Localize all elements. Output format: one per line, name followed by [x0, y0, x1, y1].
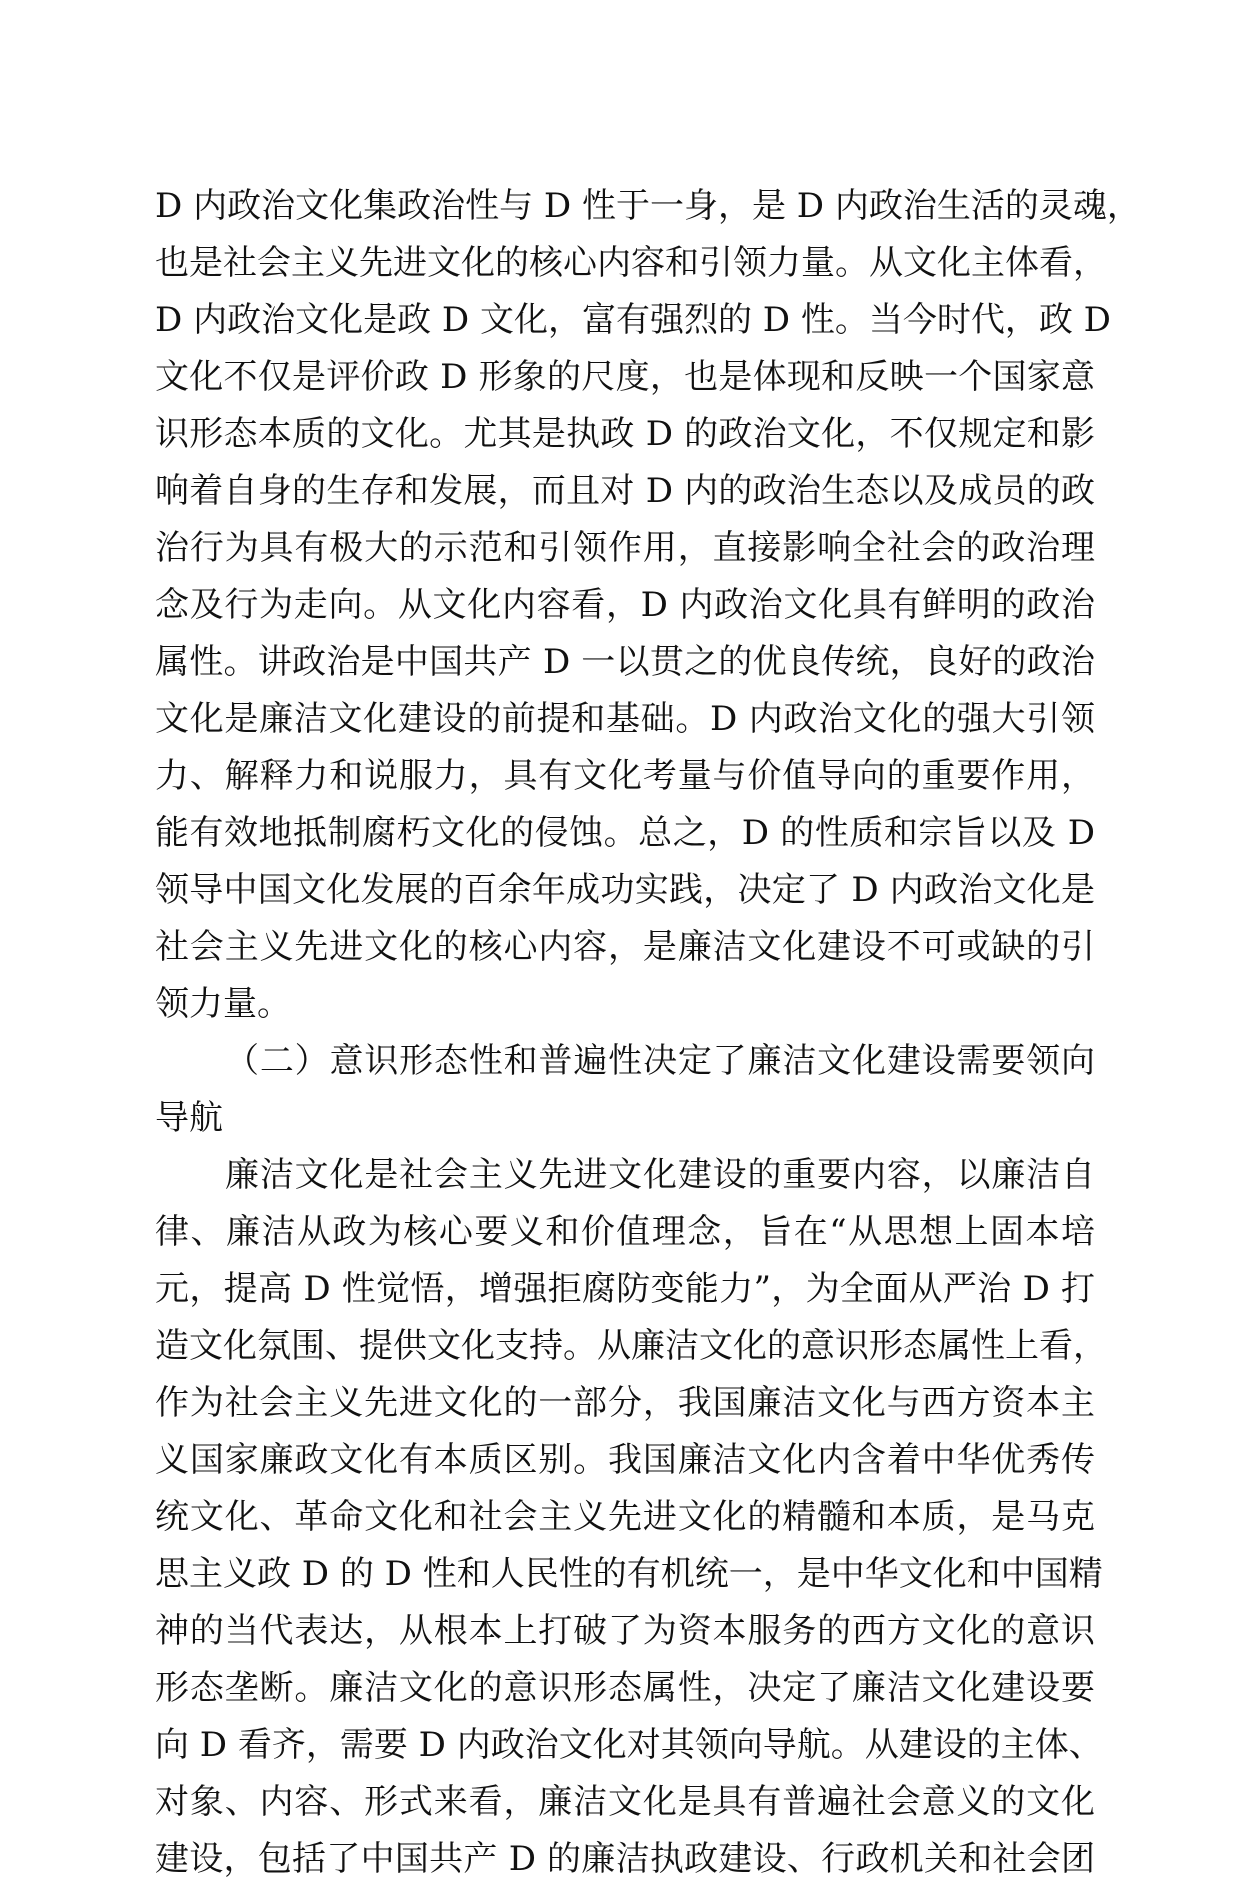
text-line: 领导中国文化发展的百余年成功实践，决定了 D 内政治文化是 — [155, 870, 1095, 910]
text-line: 响着自身的生存和发展，而且对 D 内的政治生态以及成员的政 — [155, 471, 1095, 511]
text-line: 统文化、革命文化和社会主义先进文化的精髓和本质，是马克 — [155, 1497, 1095, 1537]
text-line: 文化不仅是评价政 D 形象的尺度，也是体现和反映一个国家意 — [155, 357, 1095, 397]
paragraph-integrity-culture — [155, 1147, 1107, 1888]
text-line: 文化是廉洁文化建设的前提和基础。D 内政治文化的强大引领 — [155, 699, 1095, 739]
text-line: 建设，包括了中国共产 D 的廉洁执政建设、行政机关和社会团 — [155, 1839, 1095, 1879]
heading-line: 导航 — [155, 1098, 223, 1138]
text-line: 廉洁文化是社会主义先进文化建设的重要内容，以廉洁自 — [225, 1155, 1095, 1195]
text-line: 属性。讲政治是中国共产 D 一以贯之的优良传统，良好的政治 — [155, 642, 1095, 682]
text-line: 向 D 看齐，需要 D 内政治文化对其领向导航。从建设的主体、 — [155, 1725, 1103, 1765]
text-line: 思主义政 D 的 D 性和人民性的有机统一，是中华文化和中国精 — [155, 1554, 1103, 1594]
text-line: 治行为具有极大的示范和引领作用，直接影响全社会的政治理 — [155, 528, 1095, 568]
paragraph-political-culture — [155, 178, 1141, 1033]
text-line: 神的当代表达，从根本上打破了为资本服务的西方文化的意识 — [155, 1611, 1095, 1651]
text-line: 念及行为走向。从文化内容看，D 内政治文化具有鲜明的政治 — [155, 585, 1095, 625]
text-line: 对象、内容、形式来看，廉洁文化是具有普遍社会意义的文化 — [155, 1782, 1095, 1822]
text-line: D 内政治文化是政 D 文化，富有强烈的 D 性。当今时代，政 D — [155, 300, 1111, 340]
text-line: D 内政治文化集政治性与 D 性于一身，是 D 内政治生活的灵魂， — [155, 186, 1141, 226]
text-line: 能有效地抵制腐朽文化的侵蚀。总之，D 的性质和宗旨以及 D — [155, 813, 1095, 853]
text-line: 元，提高 D 性觉悟，增强拒腐防变能力”，为全面从严治 D 打 — [155, 1269, 1095, 1309]
text-line: 力、解释力和说服力，具有文化考量与价值导向的重要作用， — [155, 756, 1095, 796]
text-line: 领力量。 — [155, 984, 291, 1024]
text-line: 也是社会主义先进文化的核心内容和引领力量。从文化主体看， — [155, 243, 1107, 283]
text-line: 律、廉洁从政为核心要义和价值理念，旨在“从思想上固本培 — [155, 1212, 1095, 1252]
text-line: 作为社会主义先进文化的一部分，我国廉洁文化与西方资本主 — [155, 1383, 1095, 1423]
text-line: 形态垄断。廉洁文化的意识形态属性，决定了廉洁文化建设要 — [155, 1668, 1095, 1708]
text-line: 识形态本质的文化。尤其是执政 D 的政治文化，不仅规定和影 — [155, 414, 1095, 454]
text-line: 义国家廉政文化有本质区别。我国廉洁文化内含着中华优秀传 — [155, 1440, 1095, 1480]
text-line: 社会主义先进文化的核心内容，是廉洁文化建设不可或缺的引 — [155, 927, 1095, 967]
heading-line: （二）意识形态性和普遍性决定了廉洁文化建设需要领向 — [225, 1041, 1095, 1081]
section-heading — [155, 1033, 1095, 1147]
text-line: 造文化氛围、提供文化支持。从廉洁文化的意识形态属性上看， — [155, 1326, 1107, 1366]
